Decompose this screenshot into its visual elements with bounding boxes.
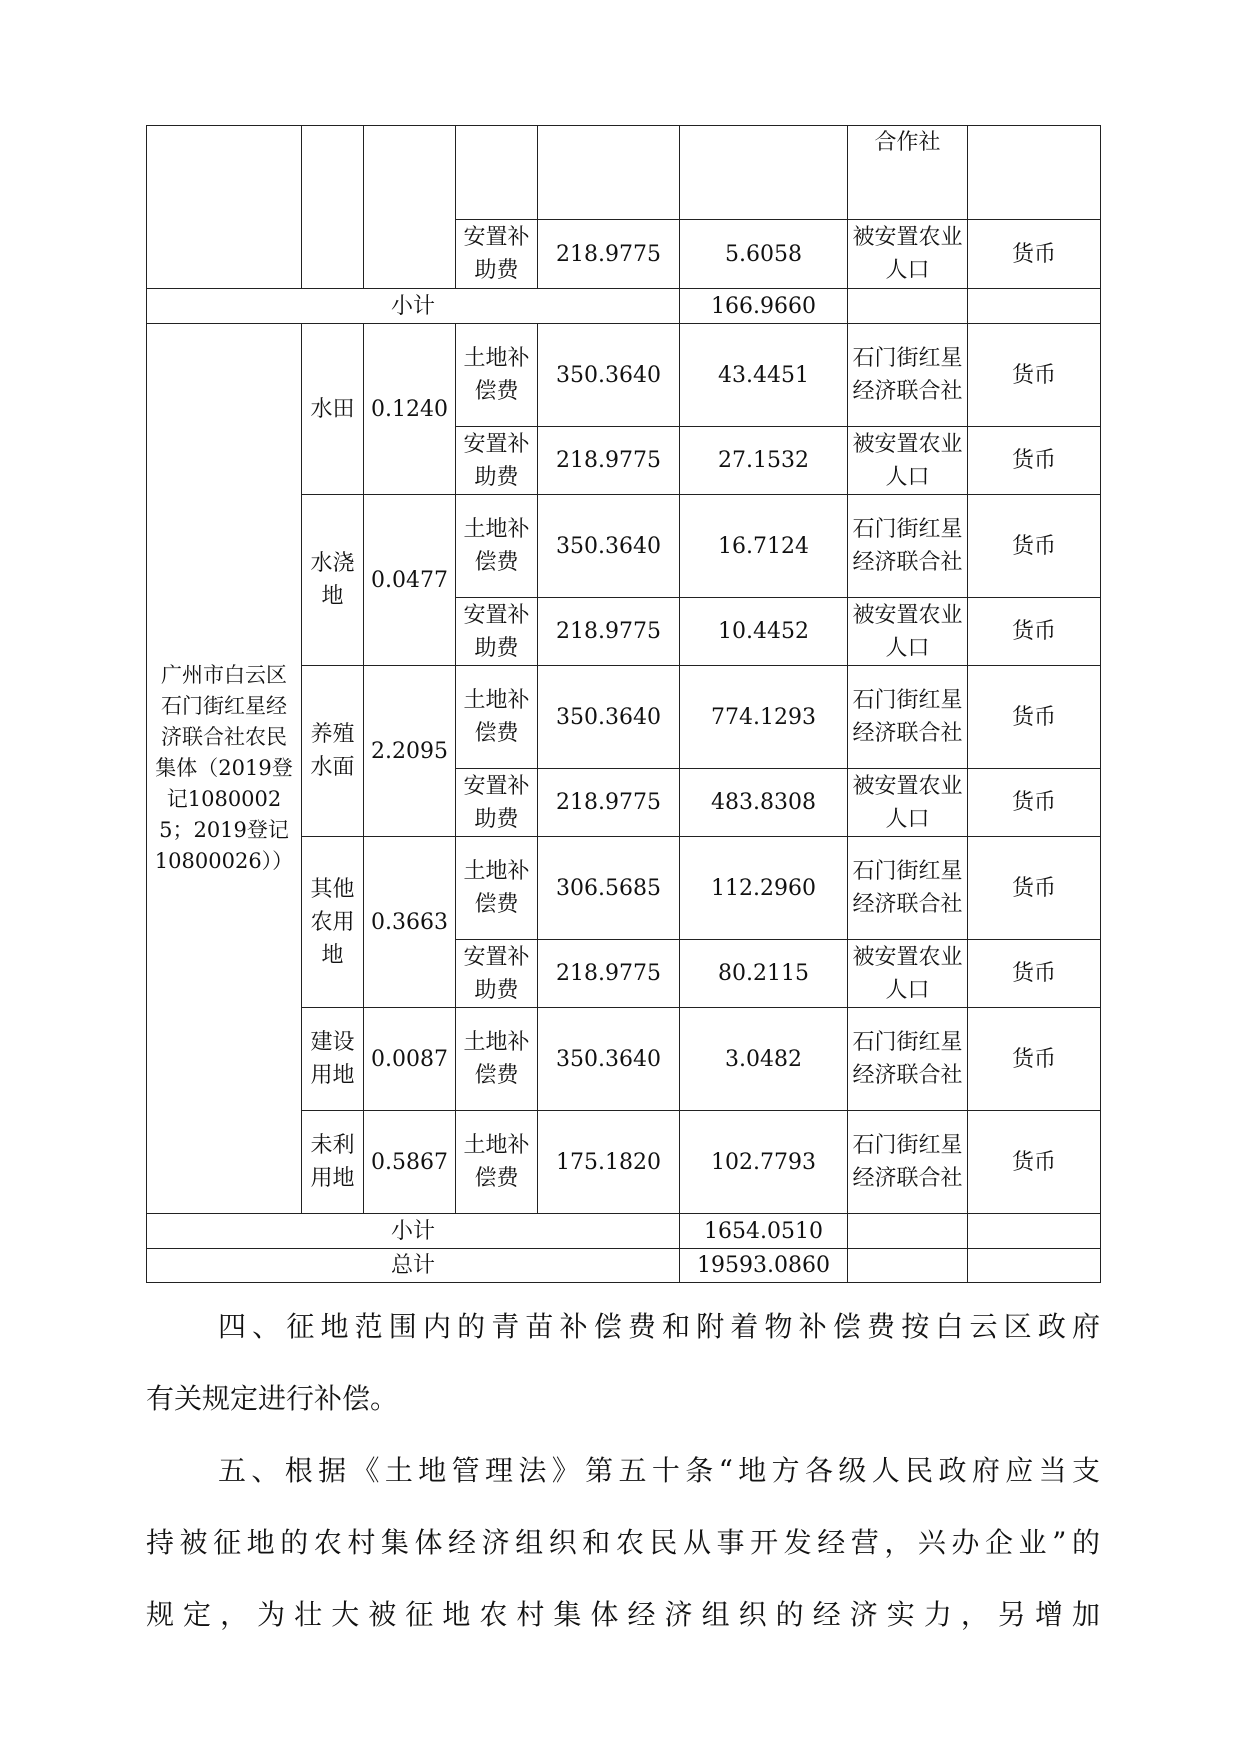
method-cell: 货币 [968,1111,1101,1214]
item-cell [456,126,538,220]
recipient-cell: 被安置农业人口 [848,598,968,666]
amount-cell: 3.0482 [680,1008,848,1111]
amount-cell: 80.2115 [680,940,848,1008]
total-amount: 19593.0860 [680,1249,848,1283]
subtotal-amount: 1654.0510 [680,1214,848,1249]
unit-cell: 175.1820 [538,1111,680,1214]
method-cell: 货币 [968,940,1101,1008]
method-cell: 货币 [968,666,1101,769]
land-type-cell: 其他农用地 [302,837,364,1008]
unit-cell: 218.9775 [538,598,680,666]
area-cell: 0.0087 [364,1008,456,1111]
method-cell: 货币 [968,598,1101,666]
item-cell: 土地补偿费 [456,1111,538,1214]
table-row [147,324,1101,427]
method-cell: 货币 [968,427,1101,495]
unit-cell: 350.3640 [538,666,680,769]
method-cell: 货币 [968,837,1101,940]
recipient-cell: 被安置农业人口 [848,220,968,289]
amount-cell: 774.1293 [680,666,848,769]
recipient-cell: 石门街红星经济联合社 [848,666,968,769]
land-type-cell: 未利用地 [302,1111,364,1214]
table-row [147,126,1101,220]
amount-cell: 27.1532 [680,427,848,495]
paragraph-5-line-2: 持被征地的农村集体经济组织和农民从事开发经营，兴办企业”的 [146,1526,1100,1559]
area-cell: 0.0477 [364,495,456,666]
recipient-cell: 石门街红星经济联合社 [848,837,968,940]
land-type-cell-continued [302,126,364,289]
compensation-table [146,125,1101,1283]
area-cell: 0.3663 [364,837,456,1008]
method-cell: 货币 [968,1008,1101,1111]
recipient-cell: 石门街红星经济联合社 [848,1111,968,1214]
land-type-cell: 养殖水面 [302,666,364,837]
item-cell: 安置补助费 [456,598,538,666]
subtotal-row [147,289,1101,324]
amount-cell: 112.2960 [680,837,848,940]
subtotal-amount: 166.9660 [680,289,848,324]
land-type-cell: 建设用地 [302,1008,364,1111]
unit-cell: 306.5685 [538,837,680,940]
land-type-cell: 水田 [302,324,364,495]
subtotal-row [147,1214,1101,1249]
total-label: 总计 [147,1249,680,1283]
item-cell: 安置补助费 [456,427,538,495]
method-cell: 货币 [968,495,1101,598]
unit-cell: 218.9775 [538,220,680,289]
item-cell: 土地补偿费 [456,666,538,769]
recipient-cell: 石门街红星经济联合社 [848,1008,968,1111]
area-cell: 0.5867 [364,1111,456,1214]
paragraph-5-line-1: 五、根据《土地管理法》第五十条“地方各级人民政府应当支 [218,1454,1100,1487]
amount-cell: 5.6058 [680,220,848,289]
amount-cell: 483.8308 [680,769,848,837]
item-cell: 安置补助费 [456,940,538,1008]
item-cell: 土地补偿费 [456,837,538,940]
paragraph-4-line-2: 有关规定进行补偿。 [146,1382,399,1415]
method-cell: 货币 [968,324,1101,427]
unit-cell [538,126,680,220]
method-cell: 货币 [968,220,1101,289]
amount-cell: 16.7124 [680,495,848,598]
subtotal-label: 小计 [147,289,680,324]
recipient-cell: 被安置农业人口 [848,427,968,495]
method-cell: 货币 [968,769,1101,837]
item-cell: 土地补偿费 [456,324,538,427]
paragraph-5-line-3: 规定，为壮大被征地农村集体经济组织的经济实力，另增加 [146,1598,1100,1631]
total-row [147,1249,1101,1283]
unit-cell: 350.3640 [538,324,680,427]
owner-cell: 广州市白云区石门街红星经济联合社农民集体（2019登记10800025；2019登记10800026）） [147,324,302,1214]
unit-cell: 218.9775 [538,769,680,837]
recipient-cell: 石门街红星经济联合社 [848,324,968,427]
unit-cell: 350.3640 [538,495,680,598]
unit-cell: 218.9775 [538,940,680,1008]
area-cell: 2.2095 [364,666,456,837]
method-cell [968,126,1101,220]
amount-cell: 10.4452 [680,598,848,666]
recipient-cell: 被安置农业人口 [848,940,968,1008]
subtotal-label: 小计 [147,1214,680,1249]
amount-cell [680,126,848,220]
item-cell: 土地补偿费 [456,1008,538,1111]
amount-cell: 43.4451 [680,324,848,427]
unit-cell: 350.3640 [538,1008,680,1111]
recipient-cell: 合作社 [848,126,968,220]
amount-cell: 102.7793 [680,1111,848,1214]
item-cell: 安置补助费 [456,769,538,837]
item-cell: 土地补偿费 [456,495,538,598]
unit-cell: 218.9775 [538,427,680,495]
paragraph-4-line-1: 四、征地范围内的青苗补偿费和附着物补偿费按白云区政府 [218,1310,1100,1343]
land-type-cell: 水浇地 [302,495,364,666]
owner-cell-continued [147,126,302,289]
item-cell: 安置补助费 [456,220,538,289]
area-cell: 0.1240 [364,324,456,495]
recipient-cell: 石门街红星经济联合社 [848,495,968,598]
recipient-cell: 被安置农业人口 [848,769,968,837]
area-cell-continued [364,126,456,289]
